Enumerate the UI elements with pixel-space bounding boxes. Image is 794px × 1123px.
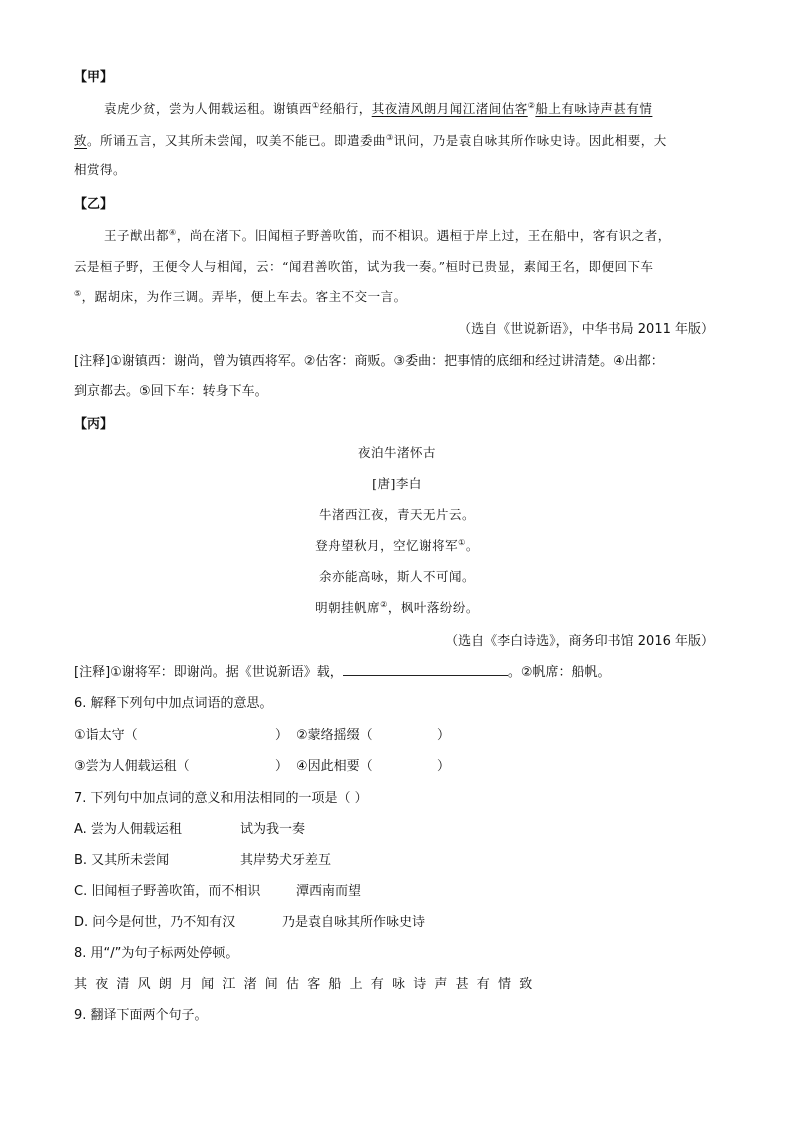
footnote-marker: ① (312, 100, 320, 110)
q7-option-d-pair: 乃是袁自咏其所作咏史诗 (282, 915, 426, 930)
footnote-marker: ⑤ (74, 288, 82, 298)
q6-item-1-close: ） (275, 728, 289, 743)
poem-title: 夜泊牛渚怀古 (357, 445, 436, 460)
q6-item-3: ③尝为人佣载运租（ (74, 759, 190, 774)
bing-source: （选自《李白诗选》，商务印书馆 2016 年版） (445, 634, 714, 649)
poem-line-4 (0, 598, 794, 616)
fill-in-blank[interactable] (343, 663, 508, 676)
q7-option-c[interactable]: C. 旧闻桓子野善吹笛，而不相识 (74, 884, 261, 899)
text: 明朝挂帆席 (315, 600, 381, 615)
q6-item-3-close: ） (275, 759, 289, 774)
poem-line-2 (0, 536, 794, 554)
poem-line-3: 余亦能高咏，斯人不可闻。 (318, 569, 475, 584)
yi-line-3 (74, 287, 407, 305)
q7-option-b-pair: 其岸势犬牙差互 (240, 853, 332, 868)
poem-line-1: 牛渚西江夜，青天无片云。 (318, 507, 475, 522)
question-6: 6. 解释下列句中加点词语的意思。 (74, 696, 273, 711)
question-7: 7. 下列句中加点词的意义和用法相同的一项是（ ） (74, 791, 368, 806)
q7-option-c-pair: 潭西南而望 (296, 884, 362, 899)
text: 王子猷出都 (104, 228, 170, 243)
section-heading-jia: 【甲】 (74, 70, 114, 85)
underlined-text: 其夜清风朗月闻江渚间估客 (371, 101, 528, 116)
q6-item-2: ②蒙络摇缀（ (296, 728, 373, 743)
q7-option-d[interactable]: D. 问今是何世，乃不知有汉 (74, 915, 236, 930)
q6-item-2-close: ） (437, 728, 451, 743)
jia-line-1 (104, 99, 652, 117)
text: 。②帆席：船帆。 (507, 665, 611, 680)
question-9: 9. 翻译下面两个句子。 (74, 1008, 208, 1023)
footnote-marker: ② (380, 599, 388, 609)
text: 经船行， (319, 101, 372, 116)
text: [注释]①谢将军：即谢尚。据《世说新语》载， (74, 665, 343, 680)
yi-line-1 (104, 226, 671, 244)
text: 登舟望秋月，空忆谢将军 (315, 538, 459, 553)
underlined-text: 船上有咏诗声甚有情 (535, 101, 653, 116)
yi-note-line-1: [注释]①谢镇西：谢尚，曾为镇西将军。②估客：商贩。③委曲：把事情的底细和经过讲清楚。④出都： (74, 354, 664, 369)
text: 袁虎少贫，尝为人佣载运租。谢镇西 (104, 101, 313, 116)
footnote-marker: ④ (169, 227, 177, 237)
text: ，枫叶落纷纷。 (387, 600, 479, 615)
question-8: 8. 用“/”为句子标两处停顿。 (74, 946, 239, 961)
footnote-marker: ① (458, 537, 466, 547)
text: ，踞胡床，为作三调。弄毕，便上车去。客主不交一言。 (81, 289, 407, 304)
jia-line-2 (74, 131, 667, 149)
poem-author: [唐]李白 (372, 476, 422, 491)
footnote-marker: ③ (386, 132, 394, 142)
section-heading-bing: 【丙】 (74, 417, 114, 432)
q8-sentence: 其夜清风朗月闻江渚间估客船上有咏诗声甚有情致 (74, 977, 541, 992)
q7-option-a[interactable]: A. 尝为人佣载运租 (74, 822, 182, 837)
q7-option-b[interactable]: B. 又其所未尝闻 (74, 853, 170, 868)
bing-note (74, 661, 610, 680)
q6-item-4: ④因此相要（ (296, 759, 373, 774)
yi-source: （选自《世说新语》，中华书局 2011 年版） (458, 322, 714, 337)
yi-line-2: 云是桓子野，王便令人与相闻，云：“闻君善吹笛，试为我一奏。”桓时已贵显，素闻王名，即便回下车 (74, 259, 654, 274)
footnote-marker: ② (527, 100, 536, 110)
yi-note-line-2: 到京都去。⑤回下车：转身下车。 (74, 384, 268, 399)
jia-line-3: 相赏得。 (74, 162, 127, 177)
underlined-text: 致 (74, 133, 88, 148)
q6-item-4-close: ） (437, 759, 451, 774)
text: ，尚在渚下。旧闻桓子野善吹笛，而不相识。遇桓于岸上过，王在船中，客有识之者， (176, 228, 671, 243)
q7-option-a-pair: 试为我一奏 (240, 822, 306, 837)
text: 讯问，乃是袁自咏其所作咏史诗。因此相要，大 (393, 133, 667, 148)
section-heading-yi: 【乙】 (74, 197, 114, 212)
text: 。 (465, 538, 479, 553)
text: 。所诵五言，又其所未尝闻，叹美不能已。即遣委曲 (87, 133, 387, 148)
q6-item-1: ①诣太守（ (74, 728, 138, 743)
